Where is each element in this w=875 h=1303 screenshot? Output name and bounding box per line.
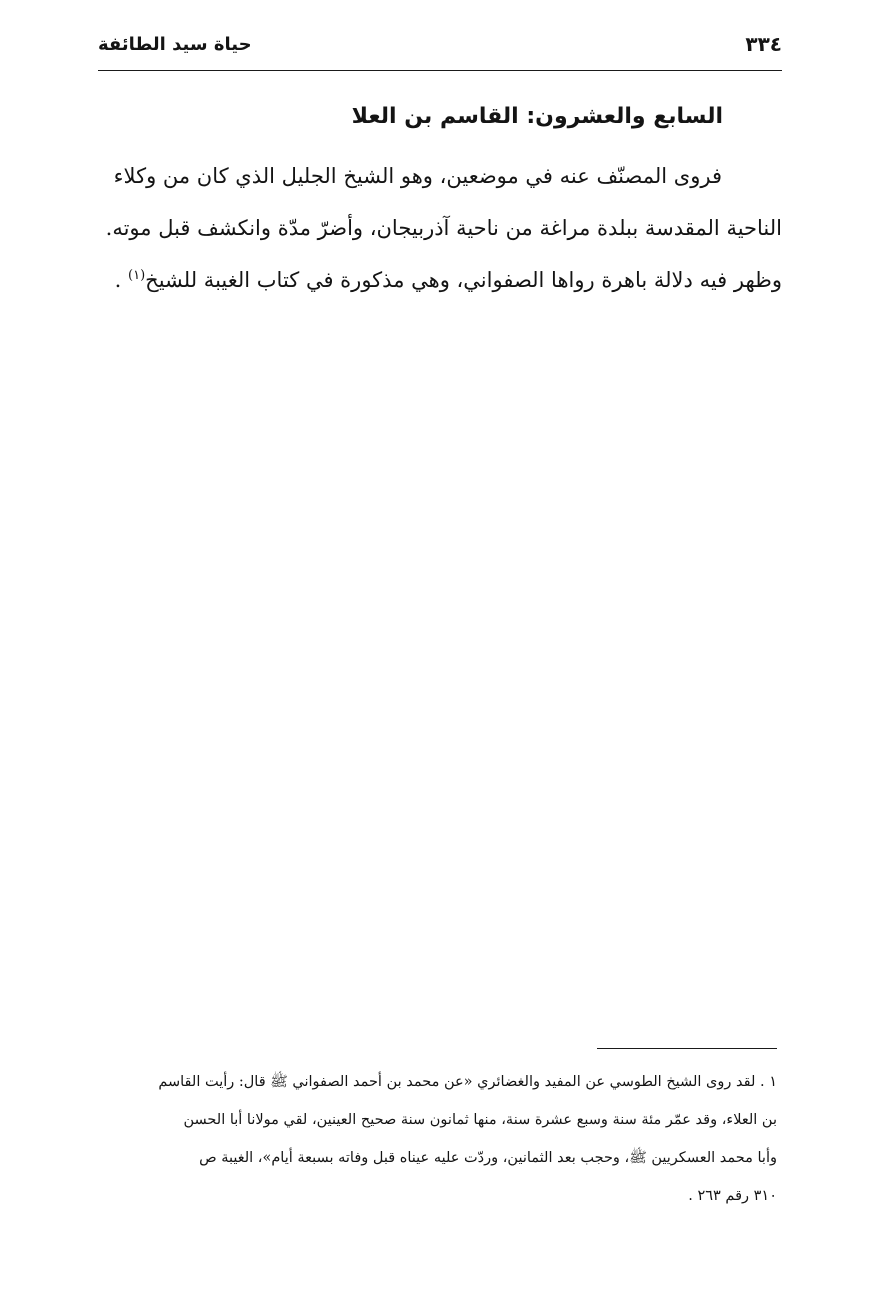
page-header	[98, 30, 782, 71]
page-number: ٣٣٤	[745, 32, 782, 56]
footnote	[87, 1063, 777, 1215]
footnote-divider	[597, 1048, 777, 1049]
section-heading: السابع والعشرون: القاسم بن العلا	[351, 104, 723, 129]
footnote-line: ١ . لقد روى الشيخ الطوسي عن المفيد والغضائري «عن محمد بن أحمد الصفواني ﷺ قال: رأيت القاسم	[158, 1074, 777, 1090]
body-line-last	[90, 254, 782, 306]
body-paragraph	[90, 150, 782, 306]
body-line: الناحية المقدسة ببلدة مراغة من ناحية آذربيجان، وأضرّ مدّة وانكشف قبل موته.	[105, 216, 782, 240]
running-title: حياة سيد الطائفة	[98, 34, 252, 55]
footnote-reference[interactable]: (١)	[128, 268, 146, 283]
body-line-text: وظهر فيه دلالة باهرة رواها الصفواني، وهي مذكورة في كتاب الغيبة للشيخ	[145, 268, 782, 292]
body-line: فروى المصنّف عنه في موضعين، وهو الشيخ الجليل الذي كان من وكلاء	[113, 164, 722, 188]
footnote-line: ٣١٠ رقم ٢٦٣ .	[688, 1188, 777, 1204]
sentence-end: .	[114, 268, 129, 292]
footnote-line: وأبا محمد العسكريين ﷺ، وحجب بعد الثمانين، وردّت عليه عيناه قبل وفاته بسبعة أيام»، الغيبة ص	[199, 1150, 777, 1166]
footnote-line: بن العلاء، وقد عمّر مئة سنة وسبع عشرة سنة، منها ثمانون سنة صحيح العينين، لقي مولانا أبا الحسن	[183, 1112, 777, 1128]
